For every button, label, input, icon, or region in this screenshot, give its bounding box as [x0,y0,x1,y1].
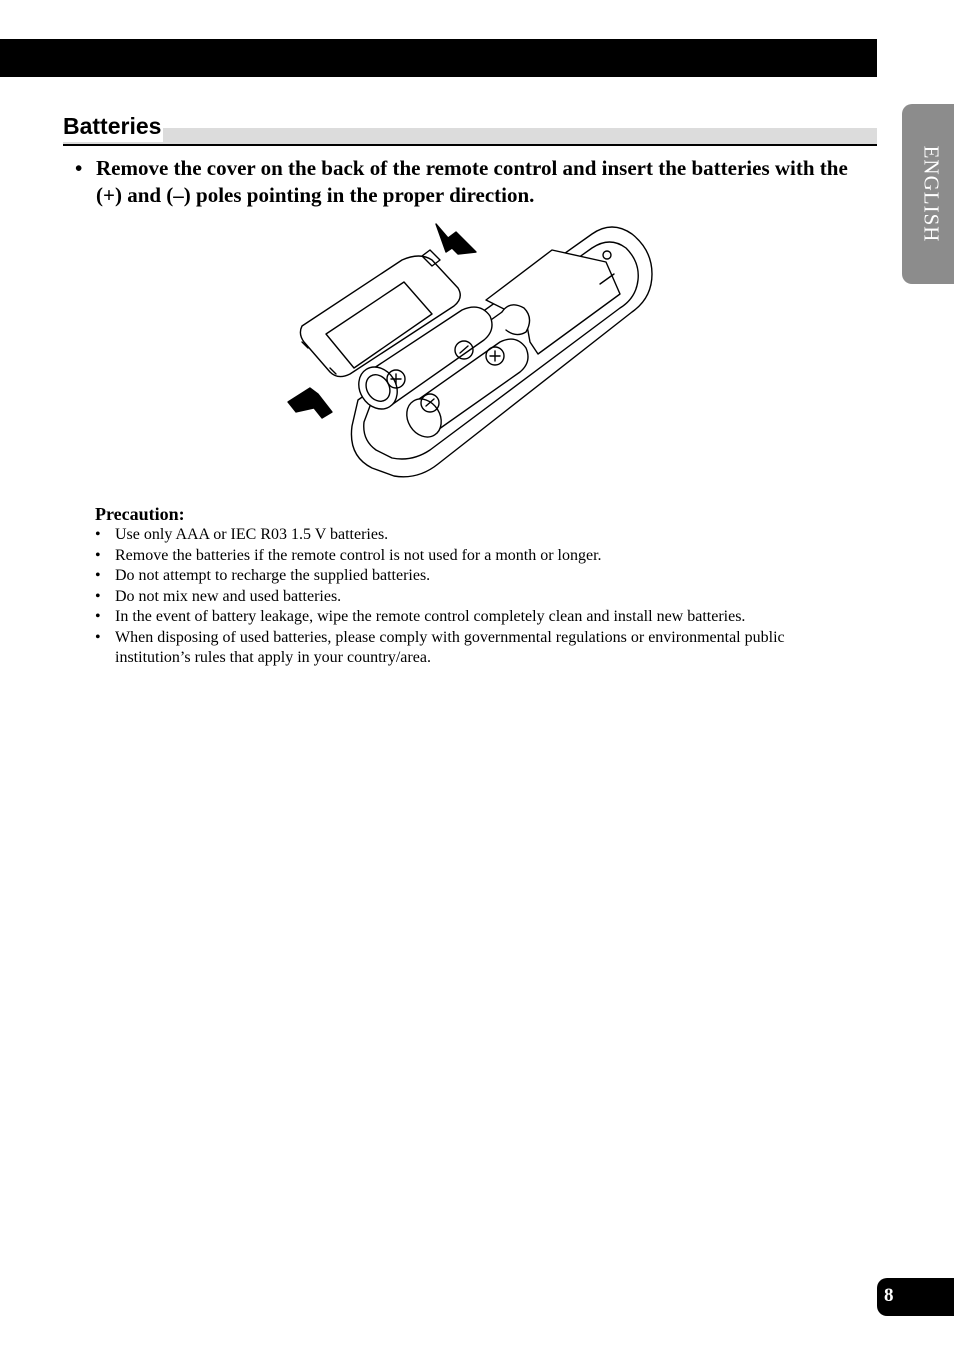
instruction-step [75,155,855,209]
header-bar [0,39,877,77]
instruction-text: Remove the cover on the back of the remote control and insert the batteries with the (+) and (–) poles pointing in the proper direction. [96,156,848,207]
page-number: 8 [884,1285,894,1306]
remote-battery-illustration [280,222,660,484]
precaution-item: • When disposing of used batteries, please comply with governmental regulations or environmental public institution’s rules that apply in your country/area. [95,628,855,669]
precaution-item: • In the event of battery leakage, wipe the remote control completely clean and install new batteries. [95,607,855,628]
precaution-item: • Use only AAA or IEC R03 1.5 V batteries. [95,525,855,546]
precaution-section [95,503,855,669]
precaution-item: • Do not attempt to recharge the supplied batteries. [95,566,855,587]
bullet-marker: • [75,156,83,180]
precaution-item: • Remove the batteries if the remote control is not used for a month or longer. [95,546,855,567]
precaution-item: • Do not mix new and used batteries. [95,587,855,608]
language-tab-label: ENGLISH [919,145,944,243]
precaution-title: Precaution: [95,504,185,524]
section-title: Batteries [63,110,163,142]
section-heading-band [63,128,877,146]
precaution-list [95,525,855,669]
